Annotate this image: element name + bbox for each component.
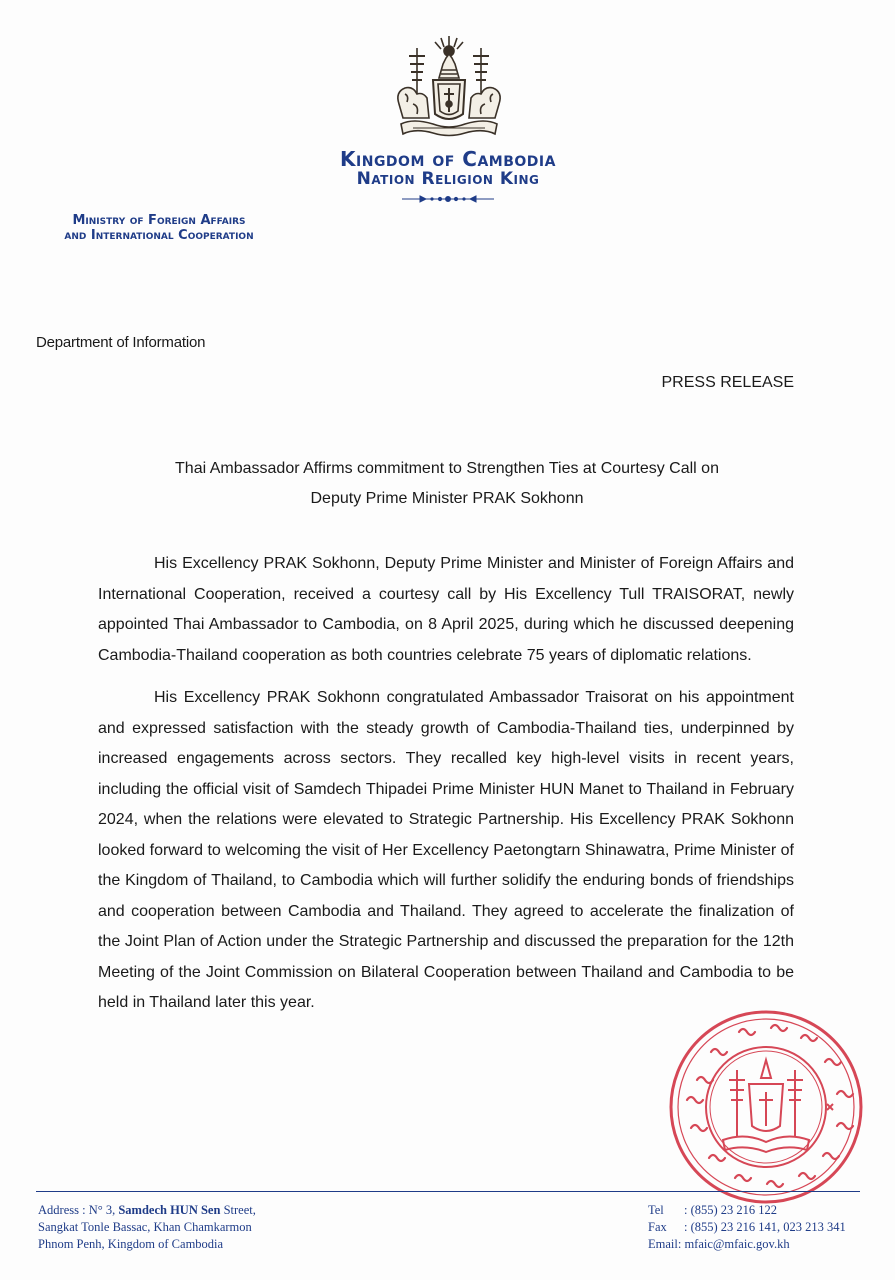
title-line-1: Thai Ambassador Affirms commitment to Strengthen Ties at Courtesy Call on bbox=[175, 460, 719, 477]
address-line-2: Sangkat Tonle Bassac, Khan Chamkarmon bbox=[38, 1220, 252, 1234]
footer-contacts bbox=[648, 1202, 846, 1253]
address-line-3: Phnom Penh, Kingdom of Cambodia bbox=[38, 1237, 224, 1251]
fax-value: : (855) 23 216 141, 023 213 341 bbox=[684, 1220, 846, 1234]
email-value: : mfaic@mfaic.gov.kh bbox=[677, 1237, 790, 1251]
ministry-name bbox=[28, 214, 290, 244]
tel-label: Tel bbox=[648, 1203, 664, 1217]
kingdom-title: Kingdom of Cambodia bbox=[340, 147, 556, 171]
ministry-line-1: Ministry of Foreign Affairs bbox=[72, 213, 246, 228]
document-type: PRESS RELEASE bbox=[661, 374, 794, 391]
ornamental-divider-icon bbox=[398, 194, 498, 204]
email-label: Email bbox=[648, 1237, 678, 1251]
footer-divider bbox=[36, 1191, 860, 1192]
footer-fax bbox=[648, 1219, 846, 1236]
address-street-bold: Samdech HUN Sen bbox=[118, 1203, 221, 1217]
address-street-suffix: Street, bbox=[220, 1203, 256, 1217]
tel-value: : (855) 23 216 122 bbox=[684, 1203, 778, 1217]
body-paragraph-1: His Excellency PRAK Sokhonn, Deputy Prime Minister and Minister of Foreign Affairs and International Cooperation, received a courtesy call by His Excellency Tull TRAISORAT, newly appointed Thai Ambassador to Cambodia, on 8 April 2025, during which he discussed deepening Cambodia-Thailand cooperation as both countries celebrate 75 years of diplomatic relations. bbox=[98, 555, 794, 664]
ministry-line-2: and International Cooperation bbox=[64, 227, 254, 243]
department-label: Department of Information bbox=[36, 334, 206, 351]
body-paragraph-2: His Excellency PRAK Sokhonn congratulated Ambassador Traisorat on his appointment and expressed satisfaction with the steady growth of Cambodia-Thailand ties, underpinned by increased engagements across sectors. They recalled key high-level visits in recent years, including the official visit of Samdech Thipadei Prime Minister HUN Manet to Thailand in February 2024, when the relations were elevated to Strategic Partnership. His Excellency PRAK Sokhonn looked forward to welcoming the visit of Her Excellency Paetongtarn Shinawatra, Prime Minister of the Kingdom of Thailand, to Cambodia which will further solidify the enduring bonds of friendships and cooperation between Cambodia and Thailand. They agreed to accelerate the finalization of the Joint Plan of Action under the Strategic Partnership and discussed the preparation for the 12th Meeting of the Joint Commission on Bilateral Cooperation between Thailand and Cambodia to be held in Thailand later this year. bbox=[98, 689, 794, 1011]
ministry-official-seal-icon bbox=[667, 1008, 865, 1206]
title-line-2: Deputy Prime Minister PRAK Sokhonn bbox=[310, 490, 584, 507]
footer-email bbox=[648, 1236, 846, 1253]
address-line-1 bbox=[38, 1202, 256, 1219]
press-release-body bbox=[98, 549, 794, 1031]
letterhead-kingdom bbox=[250, 149, 646, 189]
address-prefix: Address : N° 3, bbox=[38, 1203, 119, 1217]
national-motto: Nation Religion King bbox=[356, 169, 540, 189]
footer-tel bbox=[648, 1202, 846, 1219]
press-release-title bbox=[100, 454, 794, 514]
footer-address bbox=[38, 1202, 256, 1253]
royal-arms-of-cambodia-icon bbox=[393, 34, 505, 140]
fax-label: Fax bbox=[648, 1220, 667, 1234]
